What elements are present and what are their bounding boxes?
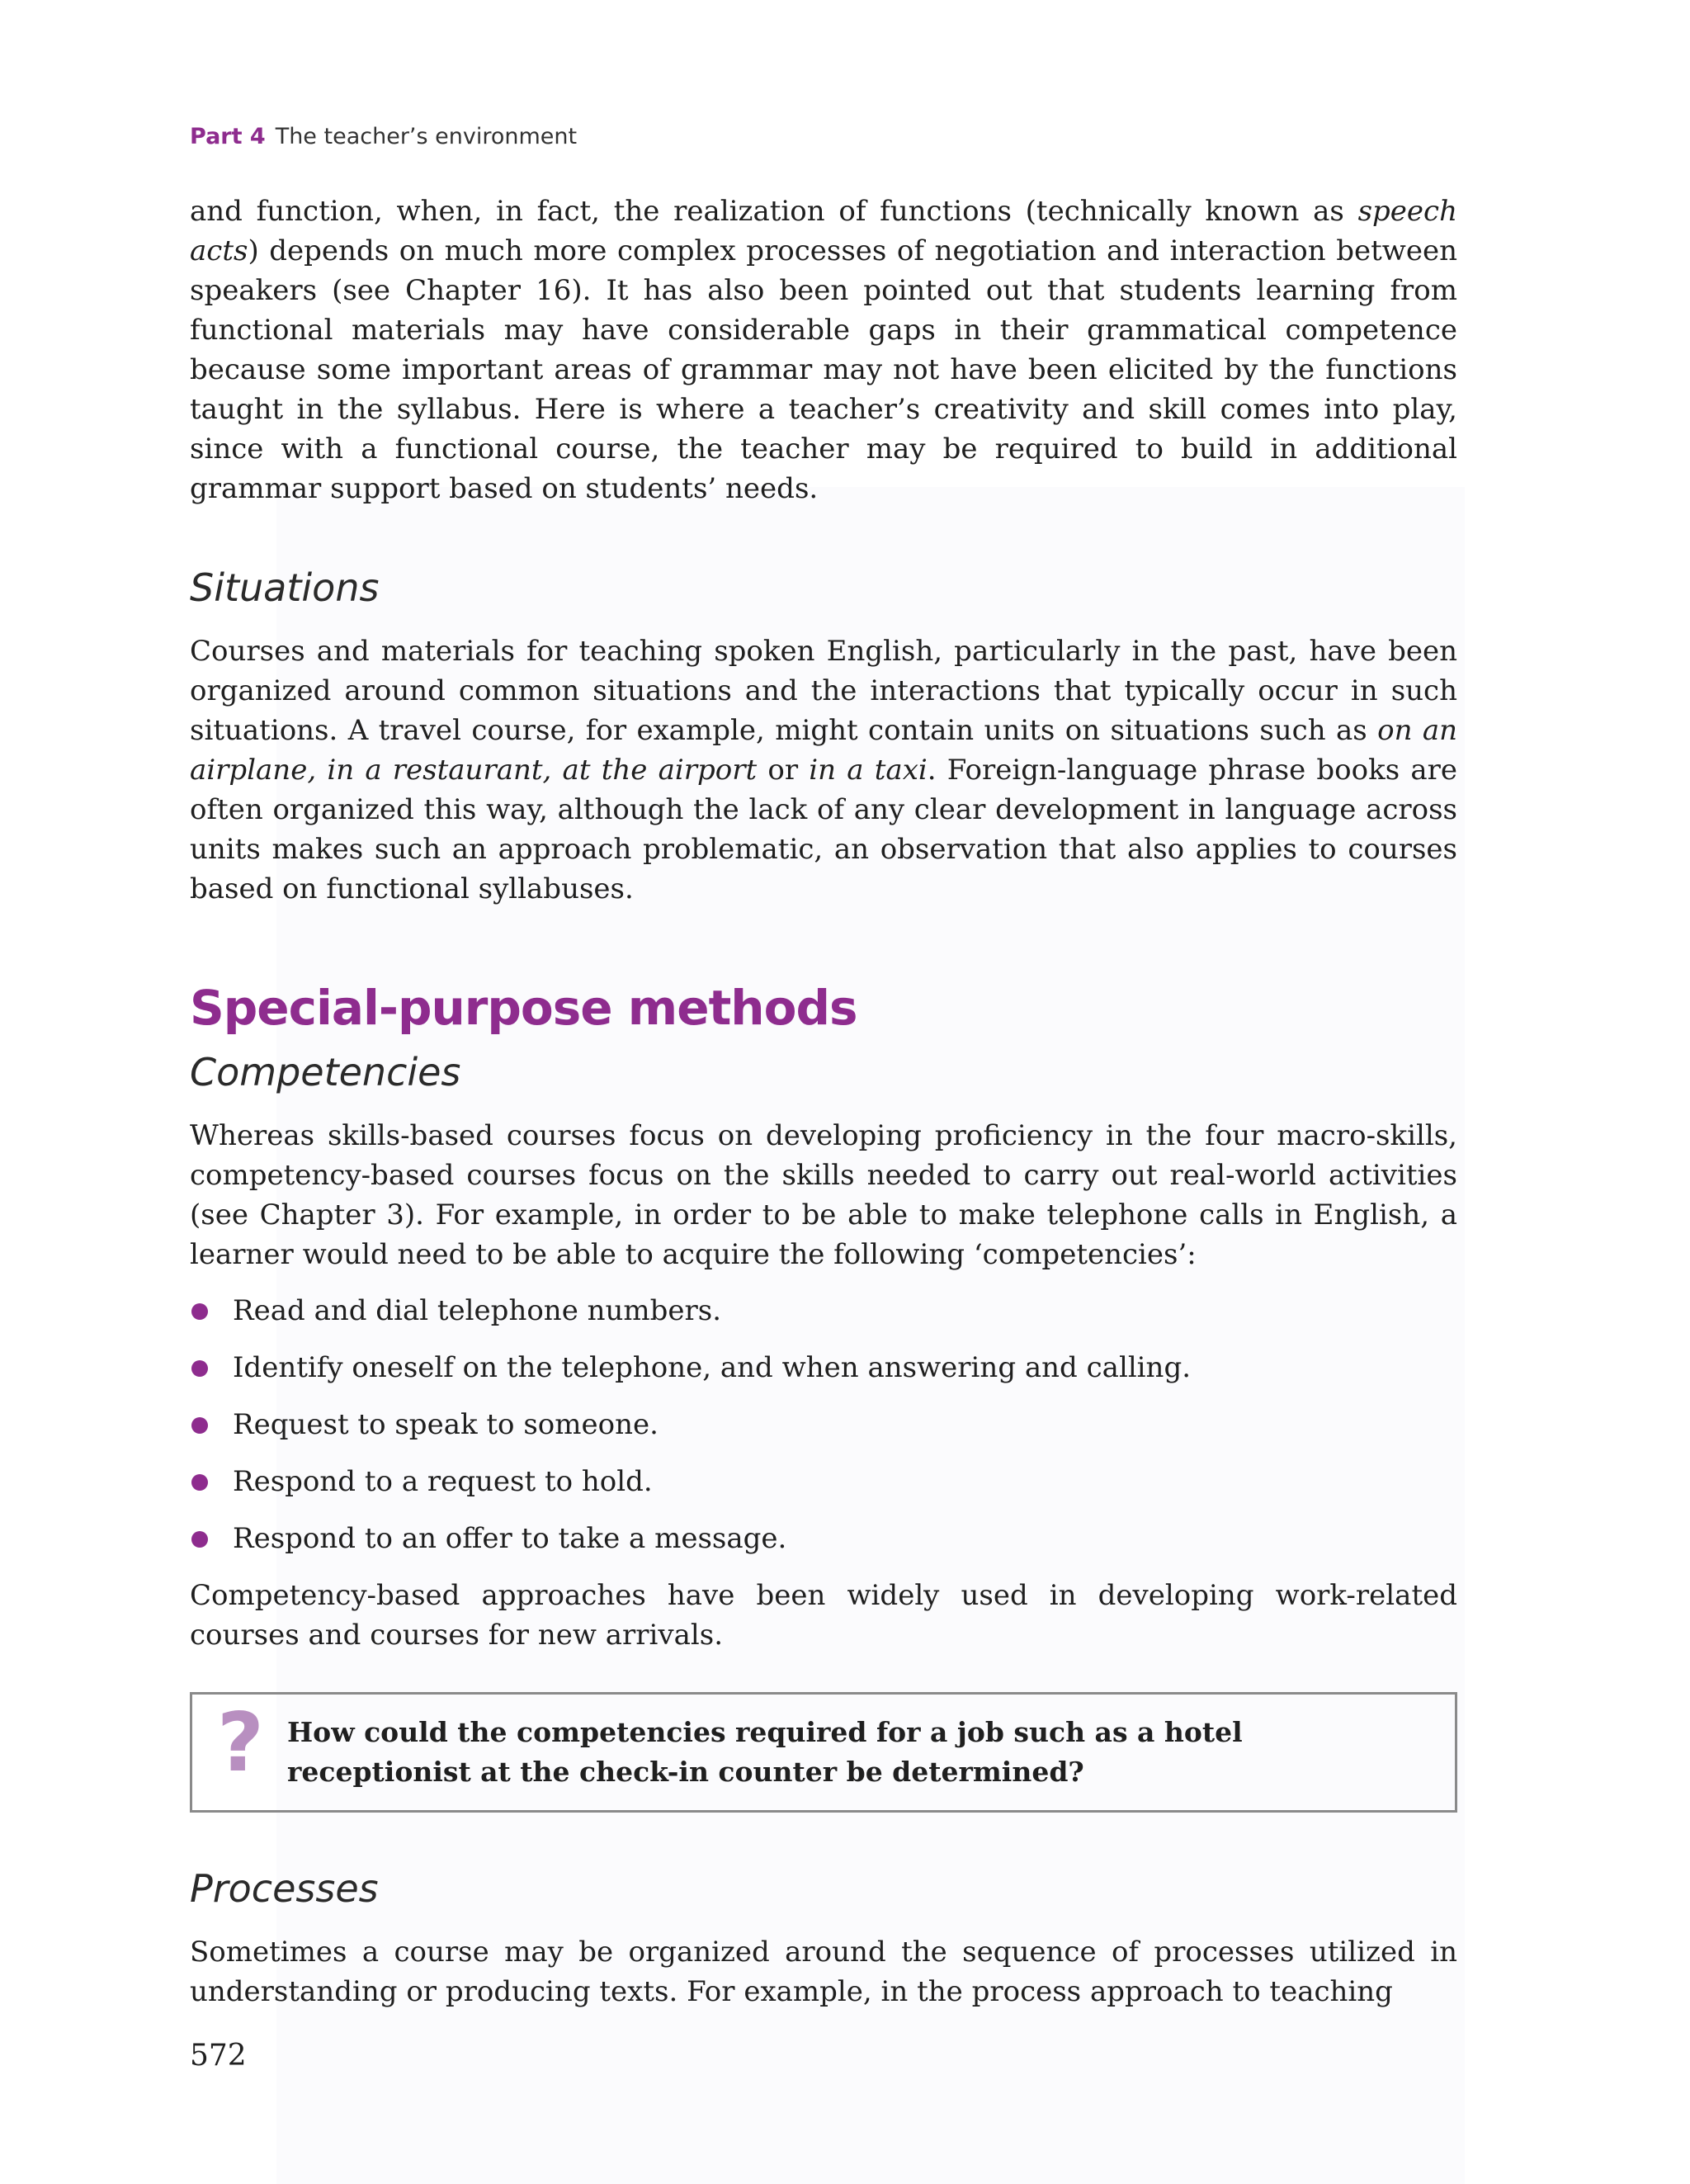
situations-paragraph [190,631,1457,909]
question-mark-icon: ? [217,1695,264,1790]
situations-text-b: or [757,754,810,787]
list-item [190,1519,1457,1558]
list-item [190,1291,1457,1331]
list-item-text: Identify oneself on the telephone, and when answering and calling. [233,1350,1192,1384]
list-item-text: Read and dial telephone numbers. [233,1293,722,1327]
reflection-question-text: How could the competencies required for a job such as a hotel receptionist at the check-in counter be determined? [287,1715,1243,1788]
list-item-text: Respond to a request to hold. [233,1464,653,1498]
situations-heading: Situations [190,565,380,611]
special-purpose-heading: Special-purpose methods [190,980,857,1037]
competencies-heading: Competencies [190,1049,461,1094]
list-item-text: Respond to an offer to take a message. [233,1521,787,1555]
intro-paragraph [190,191,1457,508]
running-head [190,124,1457,150]
list-item [190,1462,1457,1501]
bullet-dot-icon [191,1474,208,1491]
intro-text-a: and function, when, in fact, the realization of functions (technically known as [190,195,1358,229]
bullet-dot-icon [191,1303,208,1320]
list-item-text: Request to speak to someone. [233,1407,659,1441]
processes-heading: Processes [190,1865,379,1911]
bullet-dot-icon [191,1417,208,1434]
page-number: 572 [190,2039,247,2073]
situations-emphasis-2: in a taxi [809,754,928,787]
page-body [190,124,1457,2011]
intro-text-b: ) depends on much more complex processes of negotiation and interaction between speakers (see Chapter 16). It has also been pointed out that students learning from functional materials may have considerable gaps in their grammatical competence because some important areas of grammar may not have been elicited by the functions taught in the syllabus. Here is where a teacher’s creativity and skill comes into play, since with a functional course, the teacher may be required to build in additional grammar support based on students’ needs. [190,234,1457,506]
competencies-list [190,1291,1457,1558]
running-head-title: The teacher’s environment [275,124,578,149]
bullet-dot-icon [191,1360,208,1377]
running-head-part: Part 4 [190,124,266,149]
processes-paragraph: Sometimes a course may be organized around the sequence of processes utilized in understanding or producing texts. For example, in the process approach to teaching [190,1935,1457,2008]
list-item [190,1348,1457,1387]
situations-text-a: Courses and materials for teaching spoken English, particularly in the past, have been organized around common situations and the interactions that typically occur in such situations. A travel course, for example, might contain units on situations such as [190,635,1457,748]
list-item [190,1405,1457,1444]
situations-text-c: . Foreign-language phrase books are often organized this way, although the lack of any clear development in language across units makes such an approach problematic, an observation that also applies to courses based on functional syllabuses. [190,754,1458,906]
situations-emphasis-1: on an airplane, in a restaurant, at the airport [190,714,1458,787]
competencies-closing: Competency-based approaches have been widely used in developing work-related courses and courses for new arrivals. [190,1578,1457,1652]
competencies-intro: Whereas skills-based courses focus on developing proficiency in the four macro-skills, competency-based courses focus on the skills needed to carry out real-world activities (see Chapter 3). For example, in order to be able to make telephone calls in English, a learner would need to be able to acquire the following ‘competencies’: [190,1118,1457,1271]
bullet-dot-icon [191,1531,208,1548]
reflection-question-box [190,1692,1457,1813]
intro-emphasis: speech acts [190,195,1457,268]
